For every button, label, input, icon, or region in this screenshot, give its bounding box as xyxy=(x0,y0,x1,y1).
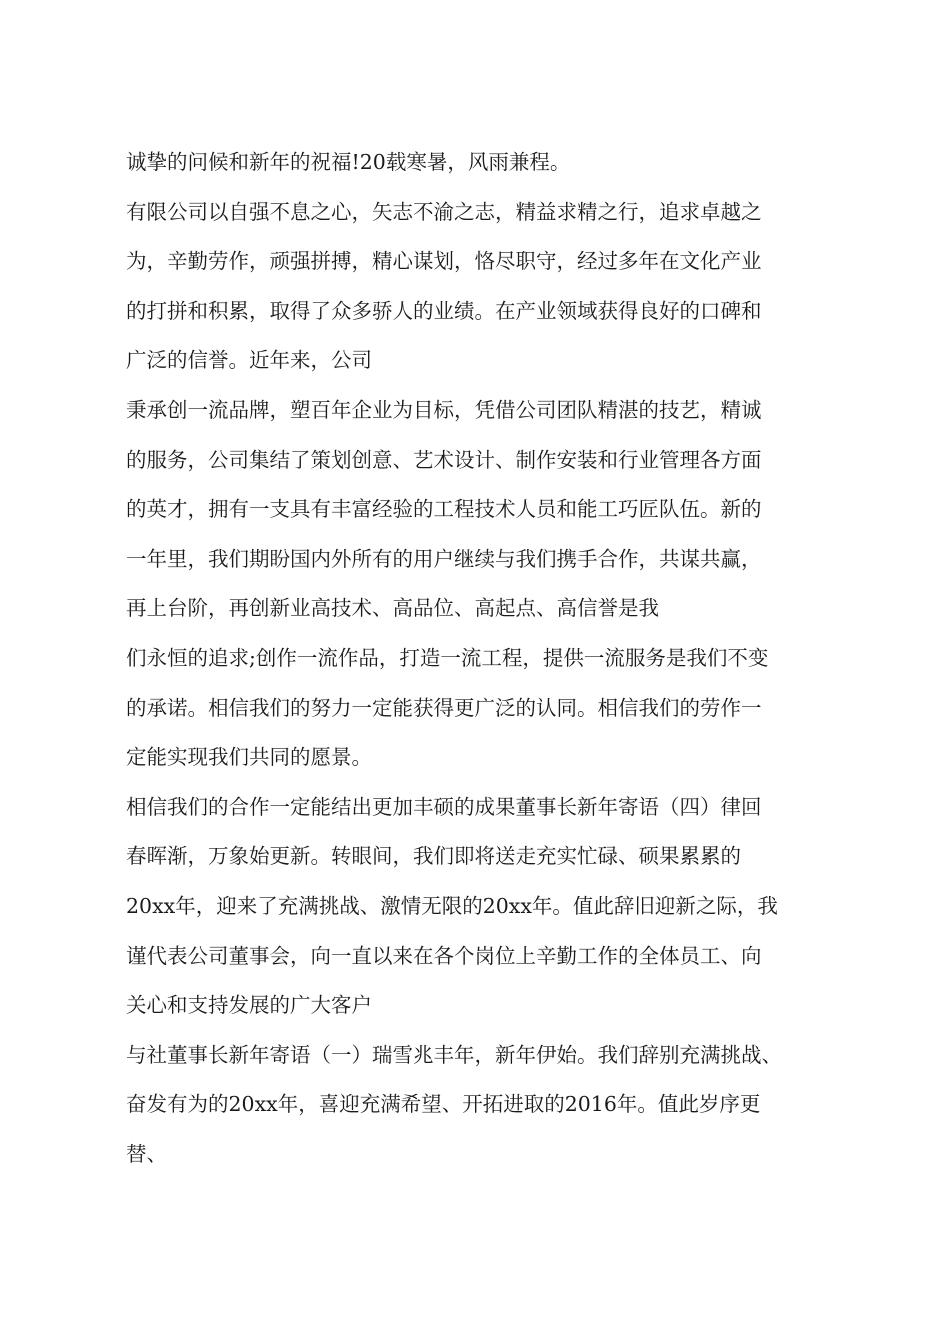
text-line: 定能实现我们共同的愿景。 xyxy=(126,745,372,770)
text-line: 的打拼和积累，取得了众多骄人的业绩。在产业领域获得良好的口碑和 xyxy=(126,298,762,323)
text-line: 们永恒的追求;创作一流作品，打造一流工程，提供一流服务是我们不变 xyxy=(126,645,769,670)
text-line: 有限公司以自强不息之心，矢志不渝之志，精益求精之行，追求卓越之 xyxy=(126,199,762,224)
text-line: 一年里，我们期盼国内外所有的用户继续与我们携手合作，共谋共赢， xyxy=(126,546,762,571)
text-line: 春晖渐，万象始更新。转眼间，我们即将送走充实忙碌、硕果累累的 xyxy=(126,844,741,869)
text-line: 秉承创一流品牌，塑百年企业为目标，凭借公司团队精湛的技艺，精诚 xyxy=(126,397,762,422)
text-line: 关心和支持发展的广大客户 xyxy=(126,993,372,1018)
text-line: 广泛的信誉。近年来，公司 xyxy=(126,348,372,373)
text-line: 的承诺。相信我们的努力一定能获得更广泛的认同。相信我们的劳作一 xyxy=(126,695,762,720)
text-line: 相信我们的合作一定能结出更加丰硕的成果董事长新年寄语（四）律回 xyxy=(126,794,762,819)
text-line: 为，辛勤劳作，顽强拼搏，精心谋划，恪尽职守，经过多年在文化产业 xyxy=(126,249,762,274)
text-line: 谨代表公司董事会，向一直以来在各个岗位上辛勤工作的全体员工、向 xyxy=(126,943,762,968)
text-line: 奋发有为的20xx年，喜迎充满希望、开拓进取的2016年。值此岁序更 xyxy=(126,1092,761,1117)
text-line: 再上台阶，再创新业高技术、高品位、高起点、高信誉是我 xyxy=(126,596,659,621)
text-line: 替、 xyxy=(126,1141,167,1166)
text-line: 的服务，公司集结了策划创意、艺术设计、制作安装和行业管理各方面 xyxy=(126,447,762,472)
text-line: 20xx年，迎来了充满挑战、激情无限的20xx年。值此辞旧迎新之际，我 xyxy=(126,893,778,918)
text-line: 诚挚的问候和新年的祝福!20载寒暑，风雨兼程。 xyxy=(126,150,571,174)
text-line: 的英才，拥有一支具有丰富经验的工程技术人员和能工巧匠队伍。新的 xyxy=(126,497,762,522)
text-line: 与社董事长新年寄语（一）瑞雪兆丰年，新年伊始。我们辞别充满挑战、 xyxy=(126,1042,782,1067)
body-text xyxy=(126,138,846,1179)
